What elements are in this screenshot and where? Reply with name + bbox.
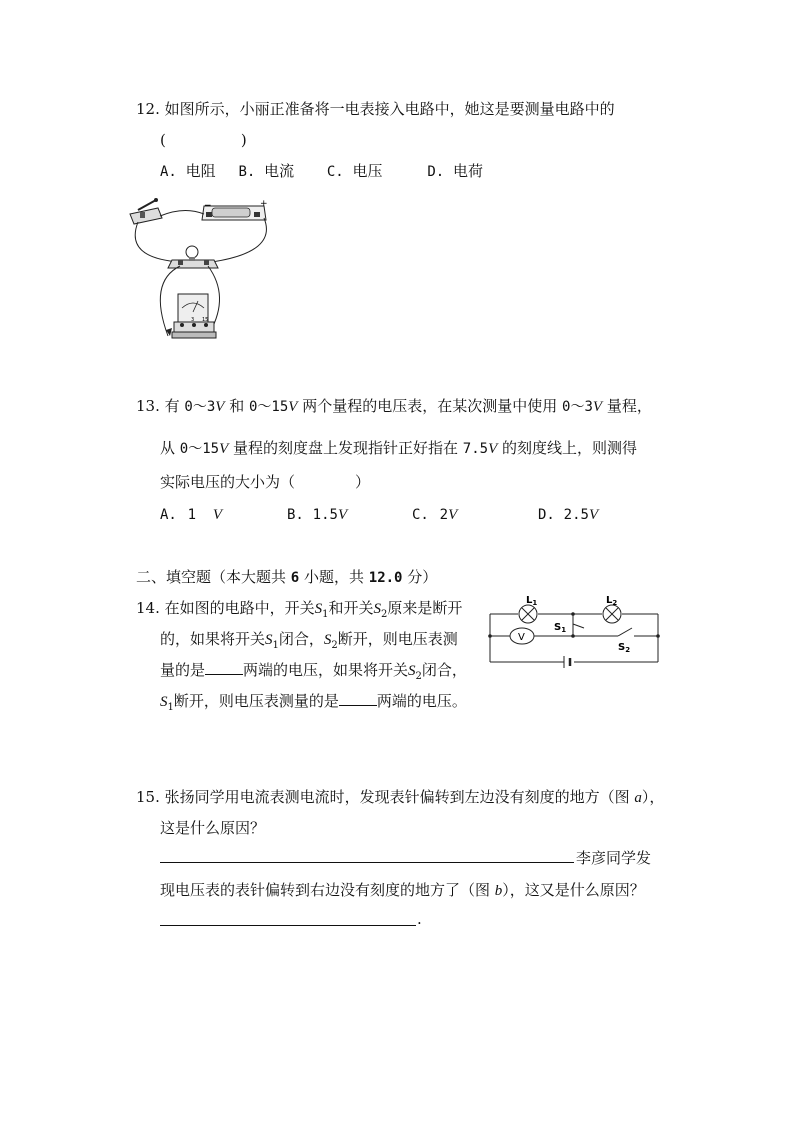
q13-text: 有 [164, 397, 185, 415]
q14-blank-2[interactable] [339, 691, 377, 706]
q14-line-1 [136, 597, 462, 620]
q13-option-b [287, 505, 347, 524]
label-s2-sub: 2 [625, 646, 631, 654]
q13-text: 量程的刻度盘上发现指针正好指在 [228, 439, 463, 457]
section-title: 二、填空题（本大题共 [136, 568, 291, 586]
q13-text: 两个量程的电压表，在某次测量中使用 [297, 397, 563, 415]
q13-line-2 [160, 437, 637, 458]
label-s2-letter: S [618, 642, 626, 653]
q13-value: 7.5 [462, 441, 489, 457]
voltmeter-icon [510, 628, 534, 644]
label-s1-sub: 1 [561, 626, 567, 634]
section-score: 12.0 [368, 570, 403, 586]
q14-line-2 [160, 628, 458, 651]
q14-subscript: 2 [415, 671, 422, 682]
q12-option-d-text: 电荷 [452, 162, 483, 180]
q14-text: 原来是断开 [387, 599, 463, 617]
q14-switch-symbol: S [160, 694, 168, 710]
section-count: 6 [290, 570, 300, 586]
q13-number: 13. [136, 397, 160, 415]
q13-option-value: 2.5 [563, 507, 589, 523]
q14-subscript: 2 [331, 640, 338, 651]
label-l1-sub: 1 [532, 599, 538, 607]
label-l2 [606, 595, 617, 607]
voltmeter-label: V [518, 632, 525, 643]
q13-option-d [538, 505, 598, 524]
section-title-mid: 小题，共 [299, 568, 369, 586]
q14-text: 闭合， [421, 661, 467, 679]
voltmeter-3-label: 3 [191, 317, 195, 323]
q12-option-b-letter: B. [238, 164, 256, 180]
q14-text: 在如图的电路中，开关 [164, 599, 315, 617]
q12-option-a-text: 电阻 [185, 162, 216, 180]
q12-circuit-figure [128, 196, 280, 344]
switch-s1-icon [573, 624, 584, 628]
q13-option-unit: V [448, 507, 458, 523]
q14-text: 两端的电压。 [376, 692, 467, 710]
battery-minus-label: − [204, 201, 212, 211]
voltmeter-15-label: 15 [202, 317, 209, 323]
q14-subscript: 1 [167, 702, 174, 713]
q13-unit: V [215, 399, 225, 415]
bulb-icon [168, 246, 218, 268]
q14-switch-symbol: S [373, 601, 382, 617]
q14-switch-symbol: S [314, 601, 323, 617]
q15-text: 现电压表的表针偏转到右边没有刻度的地方了（图 [160, 881, 495, 899]
q15-text: ）， [641, 788, 665, 806]
q15-end-period: . [417, 910, 422, 928]
q13-text: 的刻度线上，则测得 [497, 439, 638, 457]
knife-switch-icon [130, 198, 162, 224]
label-l1-letter: L [526, 595, 533, 606]
q15-answer-line-2[interactable] [160, 925, 416, 926]
q12-stem [136, 98, 615, 119]
q14-text: 量的是 [160, 661, 206, 679]
q12-option-d-letter: D. [427, 164, 445, 180]
q13-option-letter: B. [287, 507, 304, 523]
q14-text: 闭合， [278, 630, 324, 648]
q13-option-unit: V [212, 507, 223, 523]
q12-options [160, 160, 483, 181]
q13-option-value: 1 [187, 507, 197, 523]
q14-text: 断开，则电压表测量的是 [173, 692, 339, 710]
q13-unit: V [288, 399, 298, 415]
q14-blank-1[interactable] [205, 660, 243, 675]
q15-line-3: 李彦同学发 [576, 849, 652, 867]
lamp-l2-icon [603, 605, 621, 623]
q14-switch-symbol: S [408, 663, 416, 679]
q13-range: 0～15 [249, 399, 289, 415]
q14-text: 和开关 [328, 599, 374, 617]
label-s1-letter: S [554, 622, 562, 633]
label-l2-sub: 2 [612, 599, 618, 607]
battery-plus-label: + [260, 199, 268, 209]
voltmeter-icon [172, 294, 216, 338]
q13-text: 和 [224, 397, 249, 415]
q13-range: 0～3 [562, 399, 593, 415]
q14-subscript: 2 [381, 609, 388, 620]
q12-option-c-text: 电压 [352, 162, 383, 180]
label-l1 [526, 595, 537, 607]
q13-option-unit: V [588, 507, 599, 523]
q14-switch-symbol: S [323, 632, 332, 648]
label-s2 [618, 642, 630, 654]
q12-option-a-letter: A. [160, 164, 177, 180]
q13-range: 0～3 [184, 399, 216, 415]
q13-option-letter: A. [160, 507, 177, 523]
section-2-heading [136, 566, 437, 587]
q14-text: 的，如果将开关 [160, 630, 266, 648]
q15-line-1 [136, 786, 664, 807]
q13-unit: V [488, 441, 498, 457]
q14-text: 断开，则电压表测 [337, 630, 458, 648]
q15-number: 15. [136, 788, 160, 806]
q12-option-c-letter: C. [326, 164, 344, 180]
battery-icon [564, 656, 570, 668]
q15-line-4 [160, 879, 645, 900]
q15-figure-ref: b [494, 883, 503, 899]
q14-circuit-diagram [484, 594, 664, 670]
q15-answer-line-1[interactable] [160, 862, 574, 863]
q14-subscript: 1 [322, 609, 329, 620]
q13-option-letter: D. [538, 507, 555, 523]
q13-line-1 [136, 395, 652, 416]
q15-line-2: 这是什么原因？ [160, 819, 266, 837]
q15-text: 张扬同学用电流表测电流时，发现表针偏转到左边没有刻度的地方（图 [164, 788, 635, 806]
q12-number: 12. [136, 100, 160, 118]
q13-line-3: 实际电压的大小为（ ） [160, 473, 371, 491]
q13-text: 量程， [602, 397, 652, 415]
q14-text: 两端的电压，如果将开关 [243, 661, 409, 679]
lamp-l1-icon [519, 605, 537, 623]
q13-option-value: 2 [439, 507, 449, 523]
q14-number: 14. [136, 599, 160, 617]
q15-figure-ref: a [634, 790, 642, 806]
q12-option-b-text: 电流 [264, 162, 295, 180]
q14-line-4 [160, 690, 467, 713]
label-l2-letter: L [606, 595, 613, 606]
label-s1 [554, 622, 566, 634]
q12-answer-paren: ( ) [160, 131, 247, 149]
q14-line-3 [160, 659, 467, 682]
q13-text: 从 [160, 439, 180, 457]
switch-s2-icon [618, 628, 632, 636]
q13-option-c [412, 505, 457, 524]
q13-range: 0～15 [179, 441, 220, 457]
q13-option-a [160, 505, 222, 524]
battery-icon [202, 199, 268, 220]
q13-option-letter: C. [412, 507, 429, 523]
q13-option-unit: V [337, 507, 348, 523]
section-title-tail: 分） [402, 568, 438, 586]
q13-unit: V [592, 399, 603, 415]
q13-option-value: 1.5 [312, 507, 338, 523]
q13-unit: V [219, 441, 229, 457]
q14-switch-symbol: S [265, 632, 273, 648]
q12-text: 如图所示，小丽正准备将一电表接入电路中，她这是要测量电路中的 [164, 100, 615, 118]
q14-subscript: 1 [272, 640, 279, 651]
q15-text: ），这又是什么原因？ [502, 881, 645, 899]
